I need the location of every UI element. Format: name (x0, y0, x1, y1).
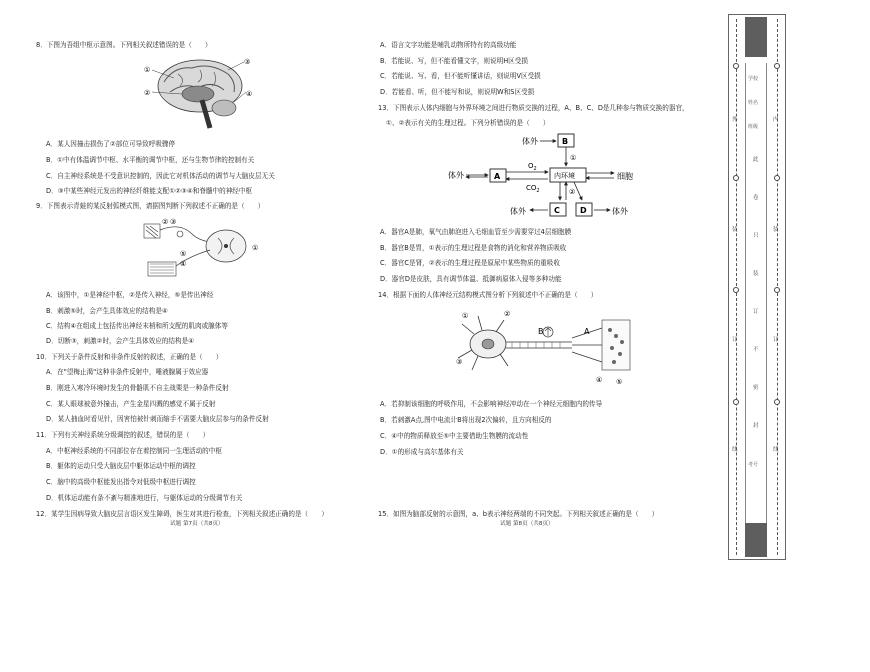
reflex-label-2: ② (162, 218, 169, 226)
q14-option-c: C．④中的物质释放至⑤中主要借助生物膜的流动性 (380, 432, 529, 440)
q13-option-a: A．器官A是肺，氧气由肺泡进入毛细血管至少需要穿过4层细胞膜 (380, 228, 572, 236)
q8-option-c: C．自主神经系统是不受意识控制的，因此它对机体活动的调节与大脑皮层无关 (46, 172, 275, 180)
q12-option-a: A．语言文字功能是哺乳动物所特有的高级功能 (380, 41, 517, 49)
strip-right-char-bind: 装 (773, 227, 779, 233)
neuron-label-3: ③ (456, 358, 463, 366)
diagram-outside-left: 体外 (448, 171, 464, 180)
q10-option-d: D．某人抽血时看见针，因害怕被针刺而缩手不需要大脑皮层参与的条件反射 (46, 415, 269, 423)
q9-option-c: C．结构④在组成上包括传出神经末梢和所支配的肌肉或腺体等 (46, 322, 228, 330)
strip-field-exam-no: 考号 (748, 462, 759, 468)
diagram-arrow-1: ① (570, 154, 577, 162)
diagram-box-d: D (580, 206, 587, 215)
q9-option-d: D．切断③，刺激②时，会产生具体效应的结构是④ (46, 337, 195, 345)
neuron-label-1: ① (462, 312, 469, 320)
strip-circle-right-2 (774, 175, 780, 181)
question-12-stem: 12．某学生因病导致大脑皮层言语区发生障碍，医生对其进行检查，下列相关叙述正确的是（ ） (36, 510, 328, 518)
brain-label-3: ③ (244, 58, 251, 66)
strip-circle-left-1 (733, 63, 739, 69)
strip-field-school: 学校 (748, 76, 759, 82)
neuron-label-4: ④ (596, 376, 603, 384)
binding-strip (728, 14, 786, 560)
strip-seal-column (745, 63, 767, 523)
strip-circle-left-2 (733, 175, 739, 181)
neuron-label-5: ⑤ (616, 378, 623, 386)
q14-option-d: D．①的形成与高尔基体有关 (380, 448, 464, 456)
brain-figure (140, 52, 268, 134)
strip-top-band (745, 17, 767, 57)
q10-option-a: A．在"望梅止渴"这种非条件反射中，唾液腺属于效应器 (46, 368, 209, 376)
strip-seal-char-4: 装 (753, 271, 759, 277)
reflex-label-5: ⑤ (180, 250, 187, 258)
brain-label-2: ② (144, 89, 151, 97)
q9-option-a: A．该图中，①是神经中枢，②是传入神经，⑤是传出神经 (46, 291, 214, 299)
strip-seal-char-2: 卷 (753, 195, 759, 201)
strip-field-name: 姓名 (748, 100, 759, 106)
strip-field-class: 班级 (748, 124, 759, 130)
q11-option-a: A．中枢神经系统的不同部位存在着控制同一生理活动的中枢 (46, 447, 222, 455)
q10-option-c: C．某人眼球被意外撞击，产生金星四溅的感觉不属于反射 (46, 400, 216, 408)
q11-option-c: C．脑中的高级中枢能发出指令对低级中枢进行调控 (46, 478, 196, 486)
q14-option-b: B．若刺激A点,图中电流计B将出现2次偏转，且方向相反的 (380, 416, 552, 424)
strip-seal-char-7: 密 (753, 385, 759, 391)
diagram-cell: 细胞 (617, 172, 633, 181)
strip-seal-char-3: 只 (753, 233, 759, 239)
neuron-label-a: A (584, 327, 590, 336)
question-15-stem: 15．如图为脑部反射的示意图，a、b表示神经两端的不同突起。下列相关叙述正确的是（ ） (378, 510, 659, 518)
strip-right-char-line: 线 (773, 447, 779, 453)
question-8-stem: 8．下图为吾组中枢示意图。下列相关叙述错误的是（ ） (36, 41, 212, 49)
strip-circle-left-3 (733, 287, 739, 293)
brain-label-1: ① (144, 66, 151, 74)
question-11-stem: 11．下列有关神经系统分级调控的叙述，错误的是（ ） (36, 431, 210, 439)
strip-seal-char-1: 此 (753, 157, 759, 163)
strip-seal-char-5: 订 (753, 309, 759, 315)
strip-circle-right-3 (774, 287, 780, 293)
diagram-box-b: B (562, 137, 569, 146)
diagram-co2: $CO_2$ (526, 184, 540, 194)
strip-left-char-outer: 外 (732, 117, 738, 123)
question-14-stem: 14．根据下面的人体神经元结构模式图分析下列叙述中不正确的是（ ） (378, 291, 598, 299)
question-13-stem-line2: ①、②表示有关的生理过程。下列分析错误的是（ ） (386, 119, 550, 127)
diagram-outside-bottom-right: 体外 (612, 207, 628, 216)
diagram-outside-bottom-left: 体外 (510, 207, 526, 216)
reflex-label-1: ① (252, 244, 259, 252)
page-footer-right: 试题 第8页（共8页） (500, 521, 554, 527)
q11-option-d: D．机体运动能有条不紊与精准地进行，与躯体运动的分级调节有关 (46, 494, 243, 502)
strip-left-char-staple: 订 (732, 337, 738, 343)
diagram-outside-top: 体外 (522, 137, 538, 146)
strip-bottom-band (745, 517, 767, 557)
strip-circle-right-4 (774, 399, 780, 405)
diagram-box-c: C (554, 206, 560, 215)
q8-option-d: D．③中某些神经元发出的神经纤维能支配①②③④和脊髓中的神经中枢 (46, 187, 253, 195)
q8-option-b: B．①中有体温调节中枢、水平衡的调节中枢，还与生物节律的控制有关 (46, 156, 255, 164)
strip-right-char-inner: 内 (773, 117, 779, 123)
q13-option-c: C．器官C是肾，②表示的生理过程是原尿中某些物质的重吸收 (380, 259, 560, 267)
strip-right-char-staple: 订 (773, 337, 779, 343)
neuron-figure (452, 304, 642, 388)
diagram-arrow-2: ② (569, 188, 576, 196)
q14-option-a: A．若抑制该细胞的呼吸作用，不会影响神经冲动在一个神经元细胞内的传导 (380, 400, 603, 408)
q13-option-d: D．器官D是皮肤，具有调节体温、抵御病原体入侵等多种功能 (380, 275, 562, 283)
q9-option-b: B．刺激⑤时，会产生具体效应的结构是④ (46, 307, 168, 315)
question-9-stem: 9．下图表示青蛙的某反射弧模式图，请据图判断下列叙述不正确的是（ ） (36, 202, 265, 210)
diagram-box-a: A (494, 172, 501, 181)
strip-left-char-bind: 装 (732, 227, 738, 233)
q12-option-b: B．若能说、写，但不能看懂文字，则说明H区受损 (380, 57, 528, 65)
q13-option-b: B．器官B是胃，①表示的生理过程是食物的消化和营养物质吸收 (380, 244, 567, 252)
q11-option-b: B．躯体的运动只受大脑皮层中躯体运动中枢的调控 (46, 462, 196, 470)
strip-seal-char-8: 封 (753, 423, 759, 429)
q8-option-a: A．某人因撞击损伤了②部位可导致呼吸骤停 (46, 140, 176, 148)
neuron-label-b: B (538, 327, 544, 336)
strip-circle-right-1 (774, 63, 780, 69)
diagram-internal-env: 内环境 (554, 172, 575, 180)
strip-left-char-line: 线 (732, 447, 738, 453)
reflex-arc-figure (140, 216, 270, 282)
strip-seal-char-6: 不 (753, 347, 759, 353)
strip-circle-left-4 (733, 399, 739, 405)
question-13-stem-line1: 13．下图表示人体内细胞与外界环境之间进行物质交换的过程，A、B、C、D是几种参与物质交换的器官， (378, 104, 689, 112)
reflex-label-3: ③ (170, 218, 177, 226)
brain-label-4: ④ (246, 90, 253, 98)
body-exchange-diagram (444, 132, 644, 224)
question-10-stem: 10．下列关于条件反射和非条件反射的叙述，正确的是（ ） (36, 353, 223, 361)
diagram-o2: $O_2$ (528, 162, 537, 172)
page-footer-left: 试题 第7页（共8页） (170, 521, 224, 527)
reflex-label-4: ④ (180, 260, 187, 268)
q12-option-c: C．若能说、写、看，但不能听懂讲话，则说明V区受损 (380, 72, 541, 80)
neuron-label-2: ② (504, 310, 511, 318)
q10-option-b: B．刚进入寒冷环境时发生的骨骼肌不自主战栗是一种条件反射 (46, 384, 229, 392)
q12-option-d: D．若能看、听，但不能写和说，则说明W和S区受损 (380, 88, 535, 96)
